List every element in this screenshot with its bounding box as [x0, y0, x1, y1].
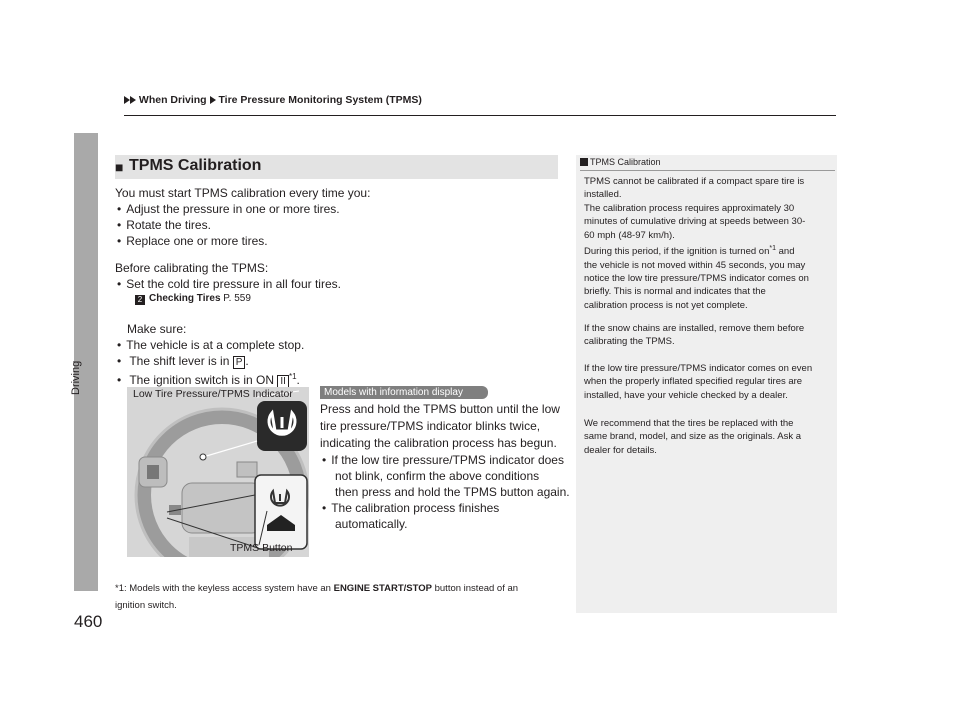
make-sure-text: Make sure:: [127, 322, 187, 336]
note-rule: [580, 170, 835, 171]
breadcrumb-item[interactable]: Tire Pressure Monitoring System (TPMS): [218, 94, 422, 106]
arrow-icon: [210, 96, 216, 104]
note-paragraph: If the low tire pressure/TPMS indicator comes on even when the properly inflated specified regular tires are installed, have your vehicle checked by a dealer.: [584, 363, 813, 401]
list-item: • The shift lever is in P .: [117, 353, 249, 369]
reference-icon: 2: [135, 295, 145, 305]
intro-text: You must start TPMS calibration every time you:: [115, 186, 371, 200]
ignition-on-key: II: [277, 375, 289, 388]
list-item: • If the low tire pressure/TPMS indicator does: [322, 452, 564, 468]
note-title: TPMS Calibration: [580, 157, 661, 167]
header-rule: [124, 115, 836, 116]
list-item: • Adjust the pressure in one or more tires.: [117, 201, 340, 217]
list-item-continued: automatically.: [335, 517, 408, 531]
footnote-marker: *1: [288, 372, 297, 381]
list-item: • The vehicle is at a complete stop.: [117, 337, 304, 353]
note-icon: [580, 158, 588, 166]
note-paragraph: We recommend that the tires be replaced with the same brand, model, and size as the originals. Ask a dealer for details.: [584, 418, 802, 456]
steering-wheel-illustration: [127, 387, 309, 557]
figure-label-button: TPMS Button: [230, 542, 293, 554]
side-tab-label: Driving: [70, 360, 82, 395]
section-title: TPMS Calibration: [129, 157, 262, 174]
shift-p-key: P: [233, 356, 246, 369]
before-text: Before calibrating the TPMS:: [115, 261, 269, 275]
list-item: • Set the cold tire pressure in all four tires.: [117, 276, 341, 292]
breadcrumb: [124, 94, 422, 106]
press-instructions: Press and hold the TPMS button until the low tire pressure/TPMS indicator blinks twice, indicating the calibration process has begun.: [320, 402, 560, 450]
models-badge: Models with information display: [320, 386, 488, 399]
list-item: • The ignition switch is in ON II $^{*1}$.: [117, 369, 300, 388]
reference-label: Checking Tires: [149, 293, 221, 304]
list-item-continued: not blink, confirm the above conditions: [335, 469, 540, 483]
list-item: • Rotate the tires.: [117, 217, 211, 233]
figure-label-indicator: Low Tire Pressure/TPMS Indicator: [133, 388, 293, 400]
list-item-continued: then press and hold the TPMS button again.: [335, 485, 570, 499]
footnote: *1: Models with the keyless access system have an ENGINE START/STOP button instead of an ignition switch.: [115, 583, 519, 611]
page-number: 460: [74, 612, 103, 631]
list-item: • Replace one or more tires.: [117, 233, 268, 249]
breadcrumb-item[interactable]: When Driving: [138, 94, 207, 106]
note-paragraph: TPMS cannot be calibrated if a compact spare tire is installed. The calibration process requires approximately 30 minutes of cumulative driving at speeds between 30- 60 mph (48-97 km/h). During this period, if the ignition is turned $on^{*1}$ and the vehicle is not moved within 45 seconds, you may notice the low tire pressure/TPMS indicator comes on briefly. This is normal and indicates that the calibration process is not yet complete.: [584, 176, 809, 311]
note-paragraph: If the snow chains are installed, remove them before calibrating the TPMS.: [584, 323, 805, 348]
reference-page: P. 559: [223, 293, 251, 304]
cross-reference[interactable]: [135, 293, 251, 305]
section-heading: [115, 155, 558, 179]
arrow-icon: [130, 96, 136, 104]
section-marker: ■: [115, 159, 124, 175]
dashboard-illustration: [127, 387, 309, 557]
list-item: • The calibration process finishes: [322, 500, 499, 516]
